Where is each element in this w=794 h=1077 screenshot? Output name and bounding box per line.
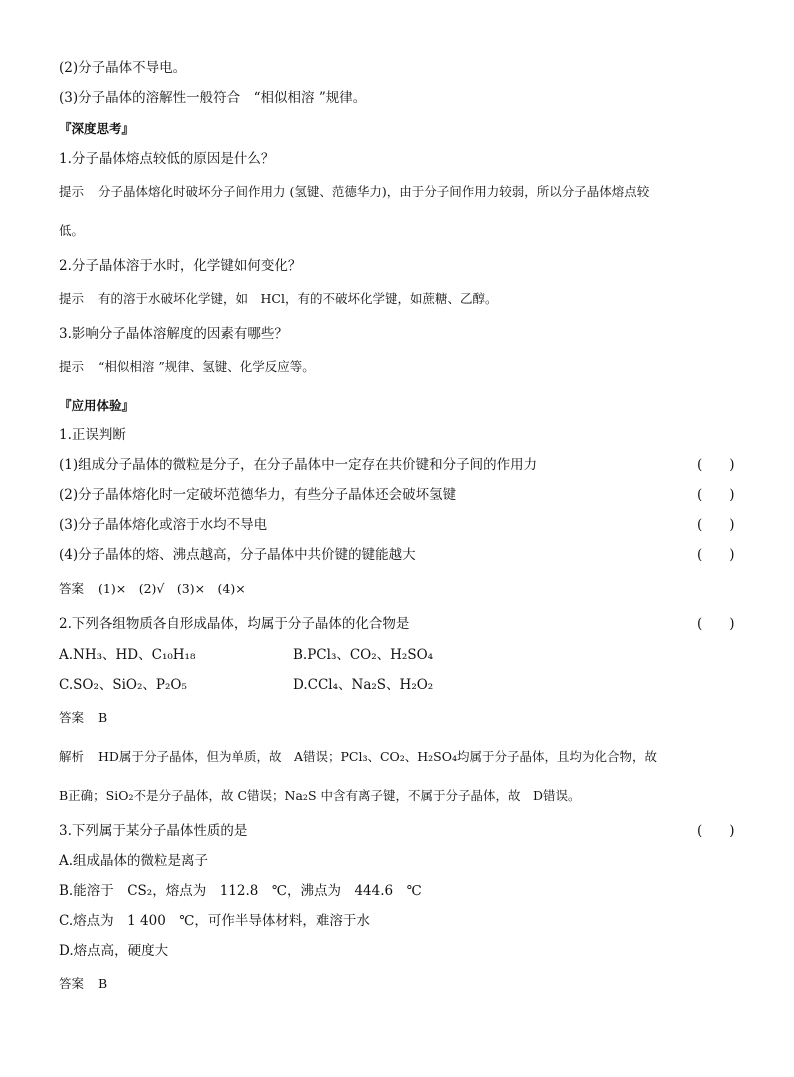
answer-bracket: ( )	[697, 517, 735, 533]
answer-bracket: ( )	[697, 547, 735, 563]
problem-1-answer-text: (1)× (2)√ (3)× (4)×	[98, 581, 246, 596]
problem-3-answer	[59, 975, 107, 993]
problem-1-title: 1.正误判断	[59, 427, 126, 443]
intro-line-2: (2)分子晶体不导电。	[59, 60, 187, 76]
problem-3-answer-text: B	[98, 976, 108, 991]
answer-1-text: 分子晶体熔化时破坏分子间作用力 (氢键、范德华力)，由于分子间作用力较弱，所以分子晶体熔点较	[98, 184, 650, 199]
hint-label: 提示	[59, 359, 85, 374]
intro-line-3: (3)分子晶体的溶解性一般符合 “相似相溶 ”规律。	[59, 90, 367, 106]
answer-bracket: ( )	[697, 487, 735, 503]
problem-2-analysis-line-2: B正确；SiO₂不是分子晶体，故 C错误；Na₂S 中含有离子键，不属于分子晶体，故 D错误。	[59, 788, 581, 803]
answer-bracket: ( )	[697, 823, 735, 839]
answer-bracket: ( )	[697, 457, 735, 473]
judgement-item-2: (2)分子晶体熔化时一定破坏范德华力，有些分子晶体还会破坏氢键	[59, 487, 457, 503]
section-header-application: 『应用体验』	[59, 398, 135, 413]
judgement-item-4: (4)分子晶体的熔、沸点越高，分子晶体中共价键的键能越大	[59, 547, 416, 563]
problem-2-option-a: A.NH₃、HD、C₁₀H₁₈	[59, 647, 196, 663]
problem-2-answer	[59, 709, 107, 727]
question-1: 1.分子晶体熔点较低的原因是什么？	[59, 151, 275, 167]
answer-3	[59, 358, 315, 376]
answer-3-text: “相似相溶 ”规律、氢键、化学反应等。	[98, 359, 315, 374]
section-header-deep-think: 『深度思考』	[59, 121, 135, 136]
problem-3-option-c: C.熔点为 1 400 ℃，可作半导体材料，难溶于水	[59, 913, 370, 929]
hint-label: 提示	[59, 291, 85, 306]
answer-label: 答案	[59, 976, 85, 991]
question-2: 2.分子晶体溶于水时，化学键如何变化？	[59, 258, 302, 274]
problem-2-analysis-line-1	[59, 748, 657, 766]
answer-label: 答案	[59, 710, 85, 725]
hint-label: 提示	[59, 184, 85, 199]
answer-1-line-2: 低。	[59, 223, 85, 238]
problem-2-answer-text: B	[98, 710, 108, 725]
problem-1-answer	[59, 580, 246, 598]
problem-3-option-b: B.能溶于 CS₂，熔点为 112.8 ℃，沸点为 444.6 ℃	[59, 883, 422, 899]
answer-label: 答案	[59, 581, 85, 596]
problem-2-option-d: D.CCl₄、Na₂S、H₂O₂	[293, 677, 434, 693]
answer-1-line-1	[59, 183, 649, 201]
problem-3-question: 3.下列属于某分子晶体性质的是	[59, 823, 248, 839]
answer-bracket: ( )	[697, 616, 735, 632]
judgement-item-3: (3)分子晶体熔化或溶于水均不导电	[59, 517, 268, 533]
answer-2	[59, 290, 497, 308]
problem-2-question: 2.下列各组物质各自形成晶体，均属于分子晶体的化合物是	[59, 616, 410, 632]
answer-2-text: 有的溶于水破坏化学键，如 HCl，有的不破坏化学键，如蔗糖、乙醇。	[98, 291, 498, 306]
problem-2-option-b: B.PCl₃、CO₂、H₂SO₄	[293, 647, 434, 663]
question-3: 3.影响分子晶体溶解度的因素有哪些？	[59, 326, 288, 342]
analysis-text: HD属于分子晶体，但为单质，故 A错误；PCl₃、CO₂、H₂SO₄均属于分子晶体，且均为化合物，故	[98, 749, 658, 764]
problem-3-option-a: A.组成晶体的微粒是离子	[59, 853, 209, 869]
analysis-label: 解析	[59, 749, 85, 764]
problem-2-option-c: C.SO₂、SiO₂、P₂O₅	[59, 677, 187, 693]
judgement-item-1: (1)组成分子晶体的微粒是分子，在分子晶体中一定存在共价键和分子间的作用力	[59, 457, 538, 473]
problem-3-option-d: D.熔点高，硬度大	[59, 943, 169, 959]
